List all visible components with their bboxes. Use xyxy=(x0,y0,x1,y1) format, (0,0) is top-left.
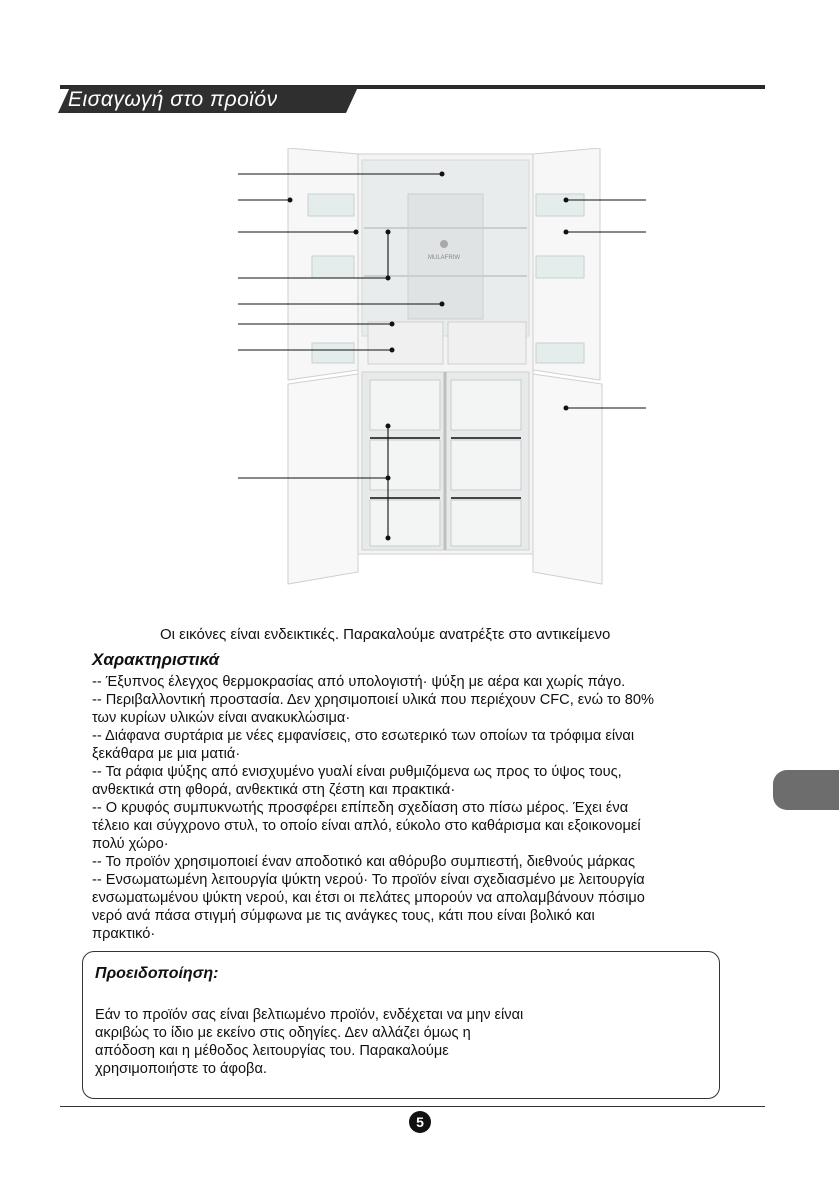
feature-line: ανθεκτικά στη φθορά, ανθεκτικά στη ζέστη και πρακτικά· xyxy=(92,782,456,798)
feature-line: -- Ο κρυφός συμπυκνωτής προσφέρει επίπεδη σχεδίαση στο πίσω μέρος. Έχει ένα xyxy=(92,800,629,816)
warning-line: ακριβώς το ίδιο με εκείνο στις οδηγίες. Δεν αλλάζει όμως η xyxy=(95,1025,471,1041)
brand-label: MULAFRIW xyxy=(428,255,460,261)
figure-caption: Οι εικόνες είναι ενδεικτικές. Παρακαλούμε ανατρέξτε στο αντικείμενο xyxy=(160,626,611,643)
chapter-side-tab xyxy=(773,770,839,810)
feature-line: πολύ χώρο· xyxy=(92,836,169,852)
lower-left-door xyxy=(288,374,358,584)
feature-line: ενσωματωμένου ψύκτη νερού, και έτσι οι πελάτες μπορούν να απολαμβάνουν πόσιμο xyxy=(92,890,645,906)
feature-line: νερό ανά πάσα στιγμή σύμφωνα με τις ανάγκες τους, κάτι που είναι βολικό και xyxy=(92,908,595,924)
brand-logo xyxy=(440,240,448,248)
feature-line: -- Ενσωματωμένη λειτουργία ψύκτη νερού· Το προϊόν είναι σχεδιασμένο με λειτουργία xyxy=(92,872,645,888)
features-list xyxy=(92,673,764,943)
feature-line: πρακτικό· xyxy=(92,926,156,942)
lower-right-door xyxy=(533,374,602,584)
feature-line: ξεκάθαρα με μια ματιά· xyxy=(92,746,241,762)
warning-title: Προειδοποίηση: xyxy=(95,965,219,982)
feature-line: -- Τα ράφια ψύξης από ενισχυμένο γυαλί είναι ρυθμιζόμενα ως προς το ύψος τους, xyxy=(92,764,622,780)
feature-line: -- Το προϊόν χρησιμοποιεί έναν αποδοτικό και αθόρυβο συμπιεστή, διεθνούς μάρκας xyxy=(92,854,635,870)
footer-rule xyxy=(60,1106,765,1107)
feature-line: -- Περιβαλλοντική προστασία. Δεν χρησιμοποιεί υλικά που περιέχουν CFC, ενώ το 80% xyxy=(92,692,654,708)
warning-line: χρησιμοποιήστε το άφοβα. xyxy=(95,1061,267,1077)
page-title: Εισαγωγή στο προϊόν xyxy=(68,88,278,111)
warning-text xyxy=(95,1006,695,1078)
feature-line: -- Έξυπνος έλεγχος θερμοκρασίας από υπολογιστή· ψύξη με αέρα και χωρίς πάγο. xyxy=(92,674,626,690)
features-title: Χαρακτηριστικά xyxy=(92,650,220,669)
crisper-drawer-left xyxy=(368,322,443,364)
feature-line: των κυρίων υλικών είναι ανακυκλώσιμα· xyxy=(92,710,351,726)
warning-line: απόδοση και η μέθοδος λειτουργίας του. Παρακαλούμε xyxy=(95,1043,449,1059)
crisper-drawer-right xyxy=(448,322,526,364)
feature-line: τέλειο και σύγχρονο στυλ, το οποίο είναι απλό, εύκολο στο καθάρισμα και εξοικονομεί xyxy=(92,818,641,834)
page-number: 5 xyxy=(409,1111,431,1133)
feature-line: -- Διάφανα συρτάρια με νέες εμφανίσεις, στο εσωτερικό των οποίων τα τρόφιμα είναι xyxy=(92,728,635,744)
warning-line: Εάν το προϊόν σας είναι βελτιωμένο προϊόν, ενδέχεται να μην είναι xyxy=(95,1007,524,1023)
refrigerator-illustration xyxy=(230,148,650,588)
